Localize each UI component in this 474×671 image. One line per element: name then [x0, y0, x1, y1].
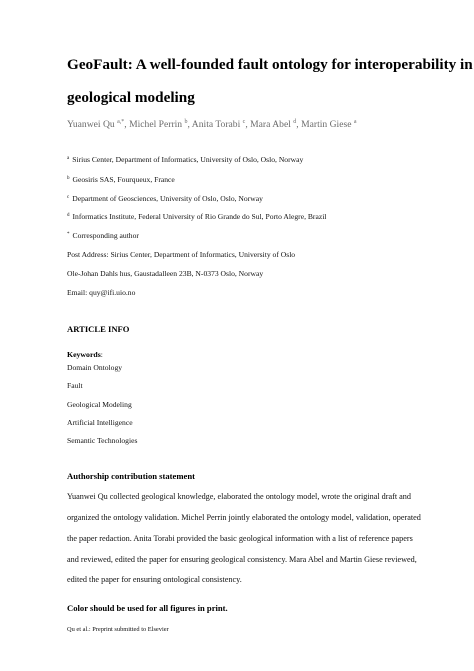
affiliation: $^c$ Department of Geosciences, University of Oslo, Oslo, Norway — [67, 194, 263, 203]
author: Yuanwei Qu $^{a,*}$, — [67, 119, 130, 130]
authorship-line: the paper redaction. Anita Torabi provided the basic geological information with a list of reference papers — [67, 534, 413, 543]
keyword: Fault — [67, 381, 83, 390]
corresponding-author-note: * Corresponding author — [67, 231, 139, 240]
author-list — [67, 119, 357, 130]
keyword: Artificial Intelligence — [67, 418, 133, 427]
color-note: Color should be used for all figures in print. — [67, 603, 228, 613]
affiliation: $^a$ Sirius Center, Department of Informatics, University of Oslo, Oslo, Norway — [67, 155, 304, 164]
keyword: Domain Ontology — [67, 363, 123, 372]
page-footer: Qu et al.: Preprint submitted to Elsevier — [67, 626, 169, 633]
affiliation: $^b$ Geosiris SAS, Fourqueux, France — [67, 175, 175, 184]
keywords-label: Keywords: — [67, 350, 103, 359]
email: Email: quy@ifi.uio.no — [67, 288, 136, 297]
authorship-line: and reviewed, edited the paper for ensuring geological consistency. Mara Abel and Martin Giese reviewed, — [67, 555, 417, 564]
affiliation: $^d$ Informatics Institute, Federal University of Rio Grande do Sul, Porto Alegre, Brazil — [67, 212, 327, 221]
author: Michel Perrin $^b$, — [129, 119, 192, 130]
street-address: Ole-Johan Dahls hus, Gaustadalleen 23B, N-0373 Oslo, Norway — [67, 269, 264, 278]
paper-title-line-2: geological modeling — [67, 89, 195, 106]
authorship-heading: Authorship contribution statement — [67, 471, 195, 481]
authorship-line: organized the ontology validation. Michel Perrin jointly elaborated the ontology model, validation, operated — [67, 513, 421, 522]
author: Anita Torabi $^c$, — [191, 119, 251, 130]
article-info-heading: ARTICLE INFO — [67, 324, 130, 334]
authorship-line: edited the paper for ensuring ontological consistency. — [67, 575, 242, 584]
authorship-line: Yuanwei Qu collected geological knowledge, elaborated the ontology model, wrote the original draft and — [67, 492, 411, 501]
keyword: Geological Modeling — [67, 400, 132, 409]
post-address: Post Address: Sirius Center, Department of Informatics, University of Oslo — [67, 250, 296, 259]
keyword: Semantic Technologies — [67, 436, 138, 445]
author: Martin Giese $^a$ — [301, 119, 357, 130]
paper-title-line-1: GeoFault: A well-founded fault ontology for interoperability in — [67, 56, 473, 73]
author: Mara Abel $^d$, — [250, 119, 302, 130]
